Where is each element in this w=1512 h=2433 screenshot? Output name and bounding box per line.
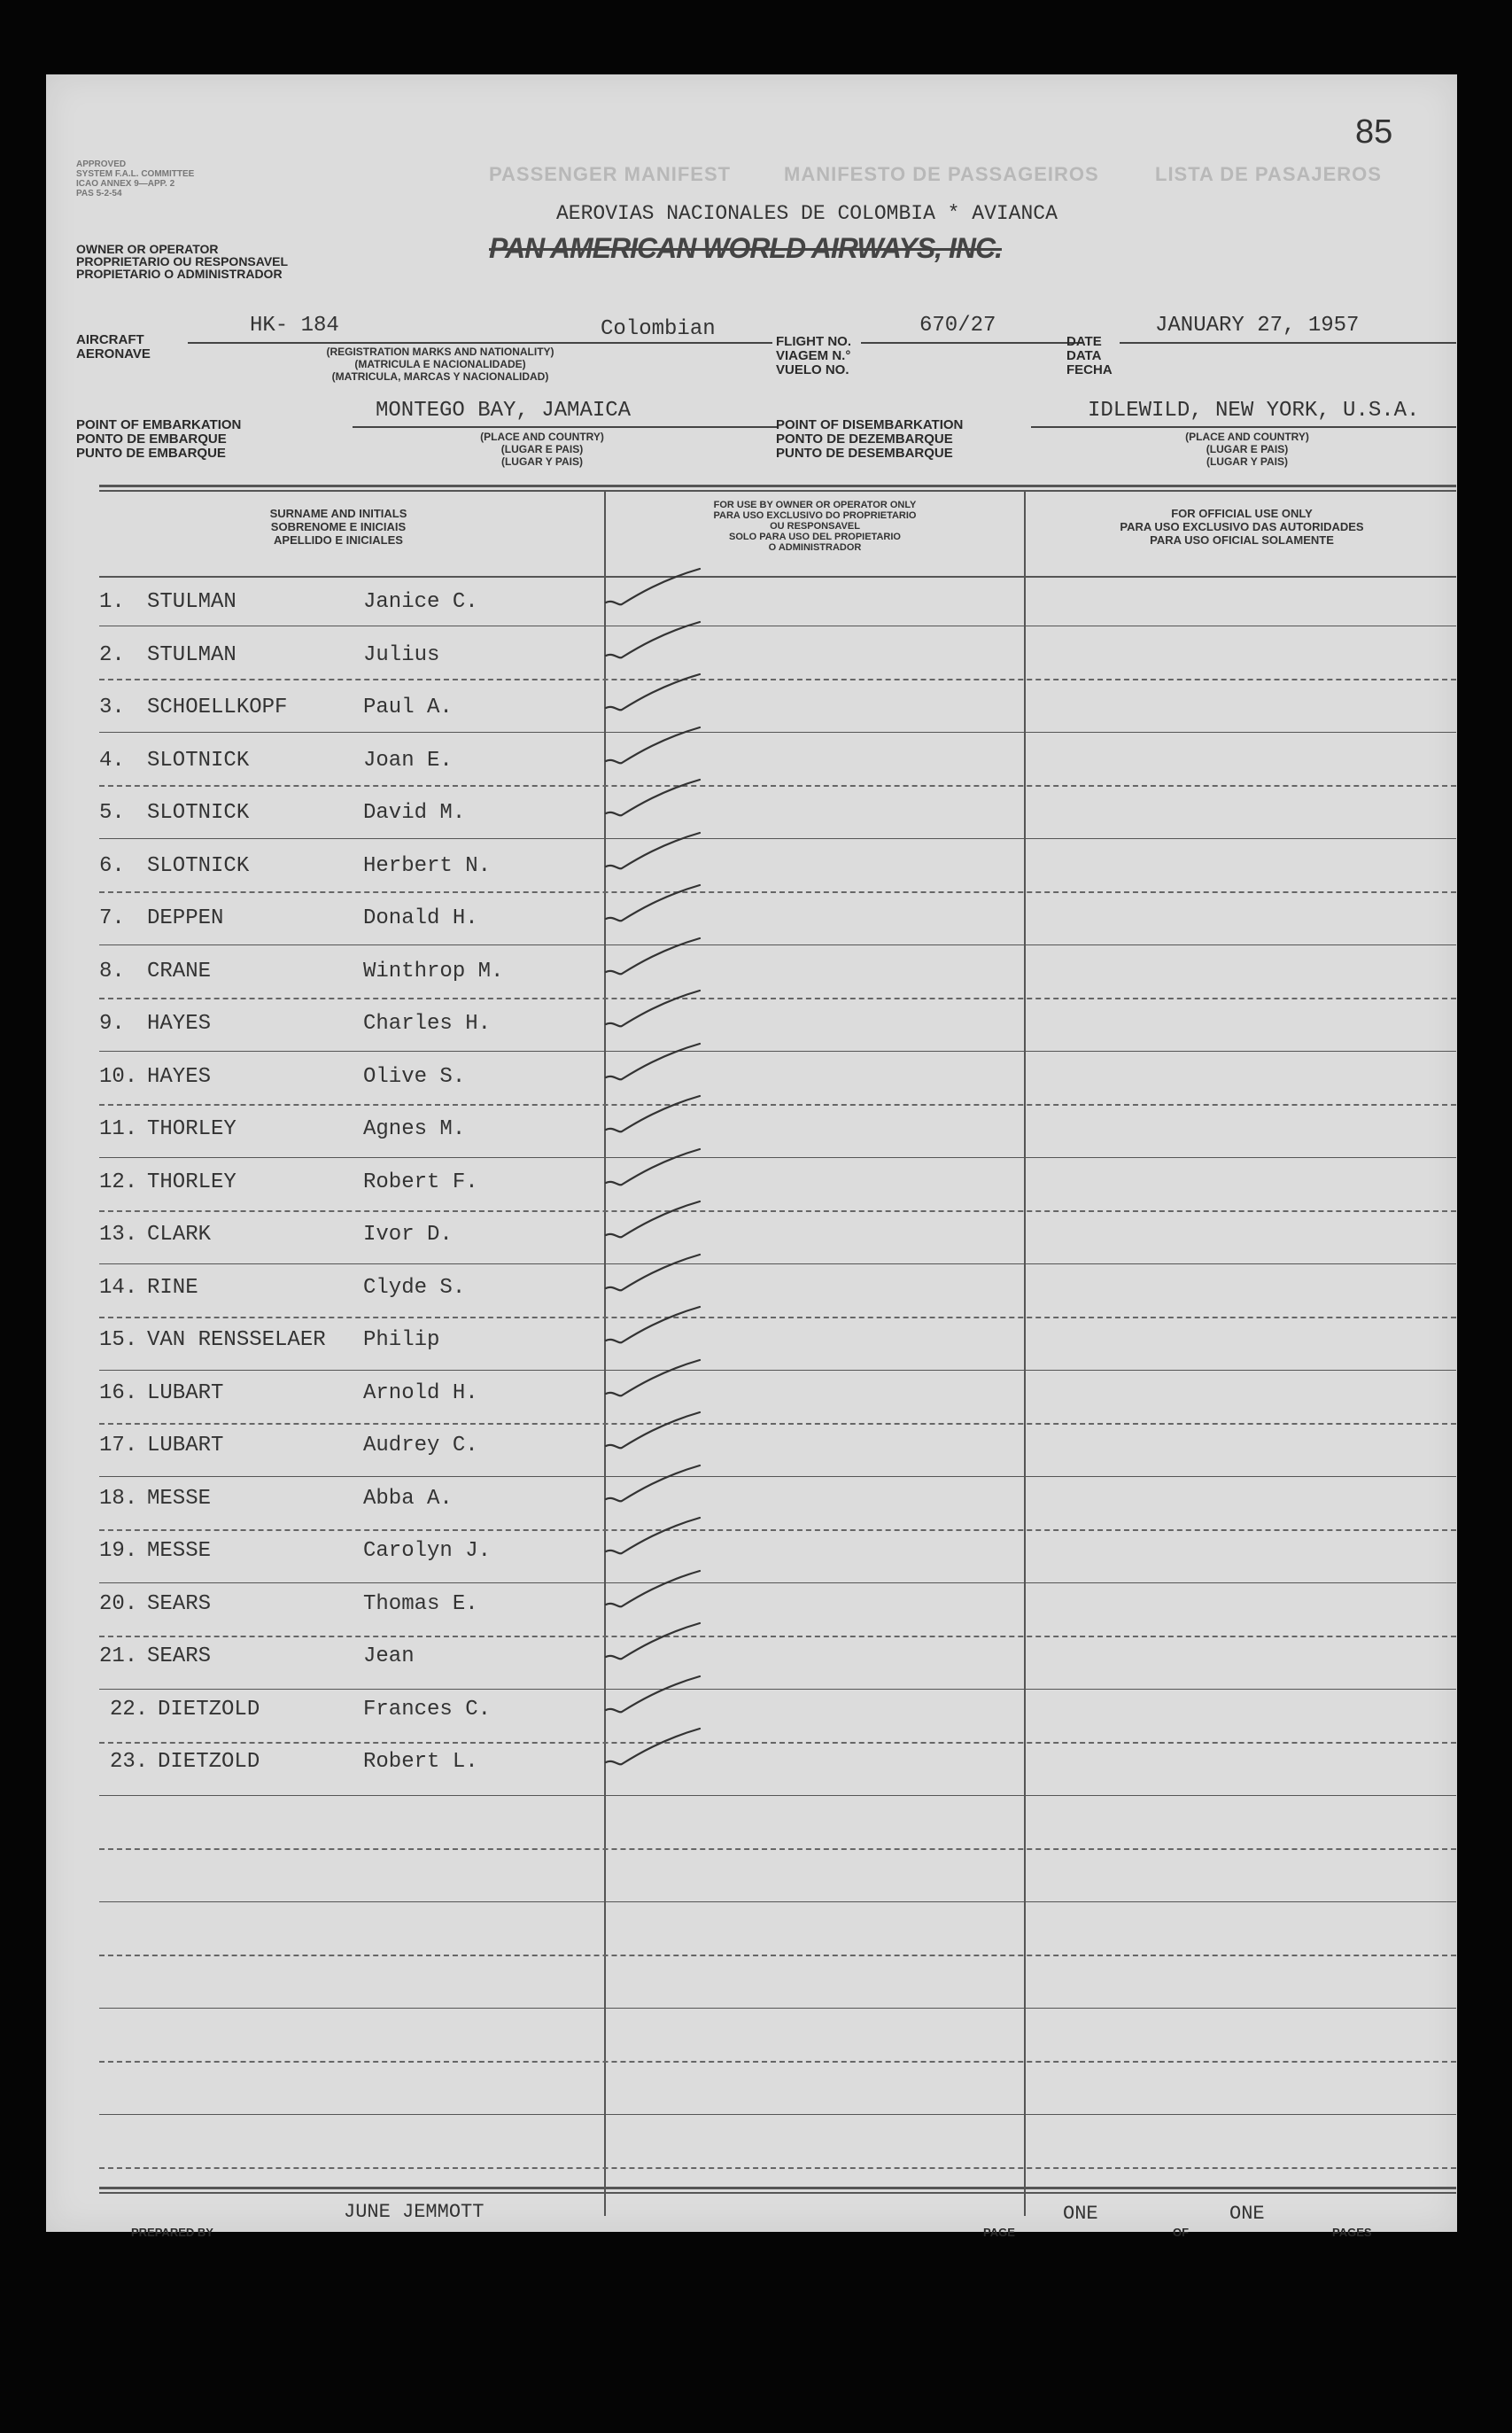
approval-line: APPROVED — [76, 159, 127, 169]
passenger-row — [99, 906, 1428, 942]
aircraft-label-line: AERONAVE — [76, 346, 151, 361]
passenger-row — [99, 1065, 1428, 1100]
owner-use-header-line: SOLO PARA USO DEL PROPIETARIO — [729, 532, 901, 542]
official-use-column-header — [1027, 507, 1456, 547]
passenger-row — [99, 1328, 1428, 1364]
ruled-line — [99, 1636, 1456, 1637]
ruled-line — [99, 2167, 1456, 2169]
passenger-number: 5. — [99, 801, 125, 825]
owner-use-header-line: O ADMINISTRADOR — [768, 542, 862, 553]
title-en: PASSENGER MANIFEST — [489, 163, 732, 185]
passenger-number: 21. — [99, 1644, 138, 1668]
passenger-number: 19. — [99, 1539, 138, 1563]
passenger-row — [99, 1434, 1428, 1469]
passenger-row — [99, 1487, 1428, 1522]
operator-struck: PAN AMERICAN WORLD AIRWAYS, INC. — [489, 232, 1002, 264]
passenger-surname: LUBART — [147, 1434, 224, 1457]
passenger-surname: THORLEY — [147, 1117, 236, 1141]
passenger-number: 23. — [110, 1750, 149, 1774]
passenger-given-name: Olive S. — [363, 1065, 466, 1089]
surname-header-line: SOBRENOME E INICIAIS — [270, 520, 407, 533]
passenger-given-name: David M. — [363, 801, 466, 825]
manifest-sheet — [46, 74, 1457, 2239]
check-mark-icon — [601, 1723, 707, 1776]
disembarkation-caption — [1141, 431, 1353, 468]
ruled-line — [99, 1104, 1456, 1106]
check-mark-icon — [601, 1355, 707, 1408]
passenger-row — [99, 1539, 1428, 1574]
official-use-header-line: PARA USO OFICIAL SOLAMENTE — [1150, 533, 1334, 547]
date-label-line: DATA — [1066, 348, 1102, 363]
passenger-given-name: Carolyn J. — [363, 1539, 492, 1563]
ruled-line — [99, 1689, 1456, 1690]
disembarkation-value: IDLEWILD, NEW YORK, U.S.A. — [1088, 399, 1420, 423]
passenger-row — [99, 696, 1428, 731]
date-label — [1066, 335, 1113, 377]
ruled-line — [99, 1901, 1456, 1902]
passenger-given-name: Herbert N. — [363, 854, 492, 878]
passenger-number: 18. — [99, 1487, 138, 1511]
check-mark-icon — [601, 1196, 707, 1249]
check-mark-icon — [601, 617, 707, 670]
check-mark-icon — [601, 1671, 707, 1724]
embarkation-label — [76, 418, 241, 461]
passenger-surname: MESSE — [147, 1539, 212, 1563]
passenger-surname: HAYES — [147, 1065, 212, 1089]
disembarkation-label-line: PUNTO DE DESEMBARQUE — [776, 446, 953, 461]
approval-line: PAS 5-2-54 — [76, 189, 122, 198]
owner-label-line: PROPRIETARIO OU RESPONSAVEL — [76, 254, 289, 268]
page-label: PAGE — [983, 2226, 1015, 2239]
ruled-line — [99, 2008, 1456, 2009]
disembarkation-caption-line: (LUGAR E PAIS) — [1206, 443, 1289, 455]
aircraft-label — [76, 333, 151, 361]
ruled-line — [99, 1529, 1456, 1531]
flight-label-line: FLIGHT NO. — [776, 334, 851, 349]
ruled-line — [99, 1955, 1456, 1956]
embarkation-label-line: PONTO DE EMBARQUE — [76, 431, 227, 447]
surname-header-line: APELLIDO E INICIALES — [274, 533, 403, 547]
passenger-surname: DIETZOLD — [158, 1750, 260, 1774]
passenger-given-name: Audrey C. — [363, 1434, 478, 1457]
check-mark-icon — [601, 1302, 707, 1355]
embarkation-label-line: POINT OF EMBARKATION — [76, 417, 242, 432]
check-mark-icon — [601, 1249, 707, 1302]
passenger-row — [99, 1276, 1428, 1311]
passenger-number: 3. — [99, 696, 125, 719]
page-number: 85 — [1355, 113, 1393, 151]
passenger-surname: CRANE — [147, 960, 212, 983]
owner-use-header-line: OU RESPONSAVEL — [770, 521, 860, 532]
owner-use-column-header — [608, 500, 1022, 553]
embarkation-value: MONTEGO BAY, JAMAICA — [376, 399, 632, 423]
passenger-number: 14. — [99, 1276, 138, 1300]
passenger-number: 20. — [99, 1592, 138, 1616]
ruled-line — [99, 785, 1456, 787]
passenger-surname: STULMAN — [147, 590, 236, 614]
disembarkation-caption-line: (PLACE AND COUNTRY) — [1185, 431, 1309, 443]
passenger-surname: SEARS — [147, 1592, 212, 1616]
passenger-given-name: Jean — [363, 1644, 415, 1668]
embarkation-caption-line: (LUGAR Y PAIS) — [500, 455, 583, 468]
passenger-number: 13. — [99, 1223, 138, 1247]
disembarkation-label-line: POINT OF DISEMBARKATION — [776, 417, 964, 432]
passenger-number: 2. — [99, 643, 125, 667]
ruled-line — [99, 1263, 1456, 1264]
passenger-row — [99, 1592, 1428, 1628]
passenger-number: 10. — [99, 1065, 138, 1089]
passenger-number: 9. — [99, 1012, 125, 1036]
passenger-row — [99, 1170, 1428, 1206]
ruled-line — [99, 1210, 1456, 1212]
passenger-row — [99, 1698, 1428, 1733]
passenger-row — [99, 590, 1428, 626]
check-mark-icon — [601, 1618, 707, 1671]
passenger-row — [99, 1223, 1428, 1258]
surname-header-line: SURNAME AND INITIALS — [269, 507, 407, 520]
check-mark-icon — [601, 722, 707, 775]
reg-caption-line: (MATRICULA, MARCAS Y NACIONALIDAD) — [331, 370, 549, 383]
ruled-line — [99, 1476, 1456, 1477]
embarkation-caption-line: (LUGAR E PAIS) — [500, 443, 584, 455]
passenger-row — [99, 643, 1428, 679]
passenger-number: 15. — [99, 1328, 138, 1352]
disembarkation-label-line: PONTO DE DEZEMBARQUE — [776, 431, 953, 447]
passenger-row — [99, 801, 1428, 836]
disembarkation-caption-line: (LUGAR Y PAIS) — [1206, 455, 1288, 468]
aircraft-registration: HK- 184 — [250, 314, 339, 338]
prepared-by-value: JUNE JEMMOTT — [344, 2201, 485, 2223]
passenger-given-name: Winthrop M. — [363, 960, 504, 983]
check-mark-icon — [601, 1566, 707, 1619]
passenger-surname: VAN RENSSELAER — [147, 1328, 326, 1352]
check-mark-icon — [601, 933, 707, 986]
approval-line: ICAO ANNEX 9—APP. 2 — [76, 179, 175, 189]
flight-number: 670/27 — [919, 314, 996, 338]
passenger-row — [99, 854, 1428, 890]
owner-use-header-line: PARA USO EXCLUSIVO DO PROPRIETARIO — [713, 510, 917, 521]
passenger-surname: SLOTNICK — [147, 749, 250, 773]
check-mark-icon — [601, 828, 707, 881]
disembarkation-label — [776, 418, 963, 461]
ruled-line — [99, 2114, 1456, 2115]
passenger-given-name: Agnes M. — [363, 1117, 466, 1141]
ruled-line — [99, 679, 1456, 680]
aircraft-label-line: AIRCRAFT — [76, 332, 144, 347]
passenger-number: 8. — [99, 960, 125, 983]
registration-caption — [321, 346, 560, 383]
ruled-line — [99, 1370, 1456, 1371]
check-mark-icon — [601, 880, 707, 933]
check-mark-icon — [601, 1144, 707, 1197]
passenger-given-name: Arnold H. — [363, 1381, 478, 1405]
embarkation-caption — [445, 431, 640, 468]
operator-typed: AEROVIAS NACIONALES DE COLOMBIA * AVIANCA — [556, 202, 1058, 225]
ruled-line — [99, 1848, 1456, 1850]
owner-label — [76, 243, 288, 280]
passenger-surname: DIETZOLD — [158, 1698, 260, 1722]
embarkation-caption-line: (PLACE AND COUNTRY) — [480, 431, 604, 443]
ruled-line — [99, 944, 1456, 945]
passenger-row — [99, 1381, 1428, 1417]
reg-caption-line: (MATRICULA E NACIONALIDADE) — [354, 358, 526, 370]
passenger-given-name: Clyde S. — [363, 1276, 466, 1300]
surname-column-header — [135, 507, 542, 547]
flight-label — [776, 335, 851, 377]
passenger-surname: LUBART — [147, 1381, 224, 1405]
check-mark-icon — [601, 774, 707, 828]
of-value: ONE — [1229, 2203, 1265, 2225]
passenger-row — [99, 960, 1428, 995]
passenger-given-name: Frances C. — [363, 1698, 492, 1722]
passenger-given-name: Charles H. — [363, 1012, 492, 1036]
passenger-given-name: Ivor D. — [363, 1223, 453, 1247]
passenger-number: 4. — [99, 749, 125, 773]
passenger-number: 7. — [99, 906, 125, 930]
ruled-line — [99, 2061, 1456, 2063]
passenger-given-name: Thomas E. — [363, 1592, 478, 1616]
passenger-surname: STULMAN — [147, 643, 236, 667]
reg-caption-line: (REGISTRATION MARKS AND NATIONALITY) — [326, 346, 554, 358]
passenger-surname: SEARS — [147, 1644, 212, 1668]
date-label-line: DATE — [1066, 334, 1102, 349]
title-es: LISTA DE PASAJEROS — [1155, 163, 1382, 185]
of-label: OF — [1173, 2226, 1190, 2239]
approval-line: SYSTEM F.A.L. COMMITTEE — [76, 169, 195, 179]
ruled-line — [99, 1742, 1456, 1744]
passenger-surname: THORLEY — [147, 1170, 236, 1194]
passenger-surname: DEPPEN — [147, 906, 224, 930]
check-mark-icon — [601, 1512, 707, 1566]
pages-label: PAGES — [1332, 2226, 1372, 2239]
embarkation-label-line: PUNTO DE EMBARQUE — [76, 446, 226, 461]
aircraft-nationality: Colombian — [601, 317, 716, 341]
owner-label-line: PROPIETARIO O ADMINISTRADOR — [76, 267, 283, 281]
passenger-row — [99, 1117, 1428, 1153]
official-use-header-line: PARA USO EXCLUSIVO DAS AUTORIDADES — [1120, 520, 1364, 533]
passenger-given-name: Robert L. — [363, 1750, 478, 1774]
check-mark-icon — [601, 1038, 707, 1092]
passenger-given-name: Philip — [363, 1328, 440, 1352]
owner-use-header-line: FOR USE BY OWNER OR OPERATOR ONLY — [713, 500, 917, 510]
passenger-surname: CLARK — [147, 1223, 212, 1247]
ruled-line — [99, 1051, 1456, 1052]
passenger-surname: SCHOELLKOPF — [147, 696, 288, 719]
ruled-line — [99, 1157, 1456, 1158]
passenger-given-name: Donald H. — [363, 906, 478, 930]
passenger-given-name: Robert F. — [363, 1170, 478, 1194]
ruled-line — [99, 891, 1456, 893]
passenger-surname: HAYES — [147, 1012, 212, 1036]
passenger-number: 16. — [99, 1381, 138, 1405]
title-pt: MANIFESTO DE PASSAGEIROS — [784, 163, 1099, 185]
official-use-header-line: FOR OFFICIAL USE ONLY — [1171, 507, 1313, 520]
passenger-given-name: Joan E. — [363, 749, 453, 773]
passenger-surname: MESSE — [147, 1487, 212, 1511]
passenger-row — [99, 749, 1428, 784]
ruled-line — [99, 732, 1456, 733]
passenger-number: 17. — [99, 1434, 138, 1457]
check-mark-icon — [601, 1091, 707, 1144]
prepared-by-label: PREPARED BY — [131, 2226, 213, 2239]
ruled-line — [99, 1795, 1456, 1796]
passenger-given-name: Abba A. — [363, 1487, 453, 1511]
check-mark-icon — [601, 1460, 707, 1513]
check-mark-icon — [601, 1407, 707, 1460]
flight-label-line: VUELO NO. — [776, 362, 849, 377]
ruled-line — [99, 1423, 1456, 1425]
passenger-given-name: Janice C. — [363, 590, 478, 614]
ruled-line — [99, 838, 1456, 839]
flight-date: JANUARY 27, 1957 — [1155, 314, 1360, 338]
passenger-given-name: Julius — [363, 643, 440, 667]
date-label-line: FECHA — [1066, 362, 1113, 377]
passenger-number: 11. — [99, 1117, 138, 1141]
check-mark-icon — [601, 564, 707, 617]
ruled-line — [99, 1317, 1456, 1318]
passenger-surname: SLOTNICK — [147, 801, 250, 825]
check-mark-icon — [601, 985, 707, 1038]
ruled-line — [99, 1582, 1456, 1583]
passenger-number: 22. — [110, 1698, 149, 1722]
passenger-row — [99, 1644, 1428, 1680]
check-mark-icon — [601, 669, 707, 722]
passenger-number: 1. — [99, 590, 125, 614]
passenger-row — [99, 1012, 1428, 1047]
passenger-given-name: Paul A. — [363, 696, 453, 719]
approval-stamp — [76, 159, 194, 198]
owner-label-line: OWNER OR OPERATOR — [76, 242, 219, 256]
passenger-surname: SLOTNICK — [147, 854, 250, 878]
passenger-number: 12. — [99, 1170, 138, 1194]
ruled-line — [99, 998, 1456, 999]
passenger-row — [99, 1750, 1428, 1785]
passenger-number: 6. — [99, 854, 125, 878]
page-value: ONE — [1063, 2203, 1098, 2225]
flight-label-line: VIAGEM N.° — [776, 348, 851, 363]
passenger-surname: RINE — [147, 1276, 198, 1300]
